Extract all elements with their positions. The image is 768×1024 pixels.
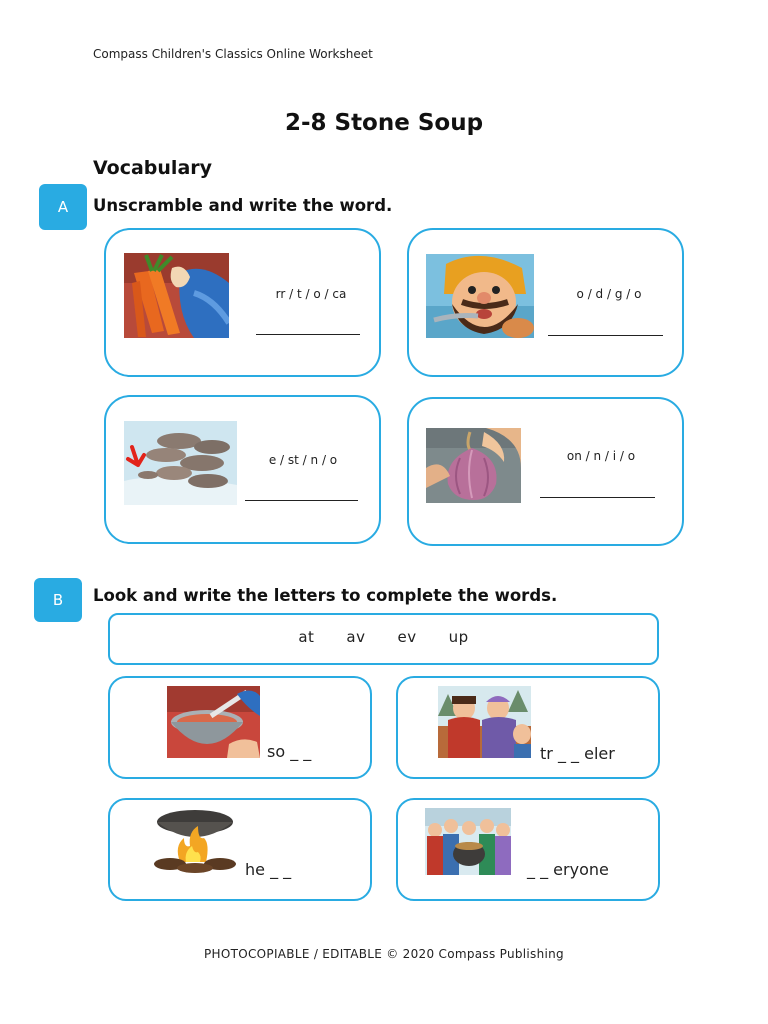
vocab-card-2 bbox=[407, 228, 684, 377]
part-b-instruction: Look and write the letters to complete the words. bbox=[93, 586, 558, 605]
vocab-card-1 bbox=[104, 228, 381, 377]
villagers-picture bbox=[425, 808, 511, 875]
section-heading: Vocabulary bbox=[93, 157, 213, 179]
page-title: 2-8 Stone Soup bbox=[284, 110, 484, 136]
part-b-badge: B bbox=[34, 578, 82, 622]
carrots-picture bbox=[124, 253, 229, 338]
letter-option: at bbox=[298, 628, 315, 646]
scramble-letters: on / n / i / o bbox=[566, 449, 636, 463]
footer-copyright: PHOTOCOPIABLE / EDITABLE © 2020 Compass Publishing bbox=[204, 947, 564, 961]
scramble-letters: o / d / g / o bbox=[576, 287, 642, 301]
vocab-card-4 bbox=[407, 397, 684, 546]
soup-bowl-picture bbox=[167, 686, 260, 758]
word-card-3 bbox=[108, 798, 372, 901]
incomplete-word: tr _ _ eler bbox=[540, 744, 615, 763]
word-card-1 bbox=[108, 676, 372, 779]
letter-option: ev bbox=[397, 628, 417, 646]
incomplete-word: he _ _ bbox=[245, 860, 292, 879]
part-a-instruction: Unscramble and write the word. bbox=[93, 196, 393, 215]
word-card-4 bbox=[396, 798, 660, 901]
scramble-letters: e / st / n / o bbox=[268, 453, 338, 467]
answer-line[interactable] bbox=[245, 500, 358, 501]
letter-option: av bbox=[346, 628, 366, 646]
stones-picture bbox=[124, 421, 237, 505]
incomplete-word: so _ _ bbox=[267, 742, 312, 761]
fire-pot-picture bbox=[152, 808, 238, 875]
man-eating-picture bbox=[426, 254, 534, 338]
vocab-card-3 bbox=[104, 395, 381, 544]
letter-bank bbox=[108, 613, 659, 665]
answer-line[interactable] bbox=[540, 497, 655, 498]
scramble-letters: rr / t / o / ca bbox=[275, 287, 347, 301]
word-card-2 bbox=[396, 676, 660, 779]
travelers-picture bbox=[438, 686, 531, 758]
incomplete-word: _ _ eryone bbox=[527, 860, 609, 879]
worksheet-header: Compass Children's Classics Online Worksheet bbox=[93, 47, 373, 61]
answer-line[interactable] bbox=[548, 335, 663, 336]
part-a-badge: A bbox=[39, 184, 87, 230]
letter-option: up bbox=[448, 628, 469, 646]
answer-line[interactable] bbox=[256, 334, 360, 335]
onion-picture bbox=[426, 428, 521, 503]
